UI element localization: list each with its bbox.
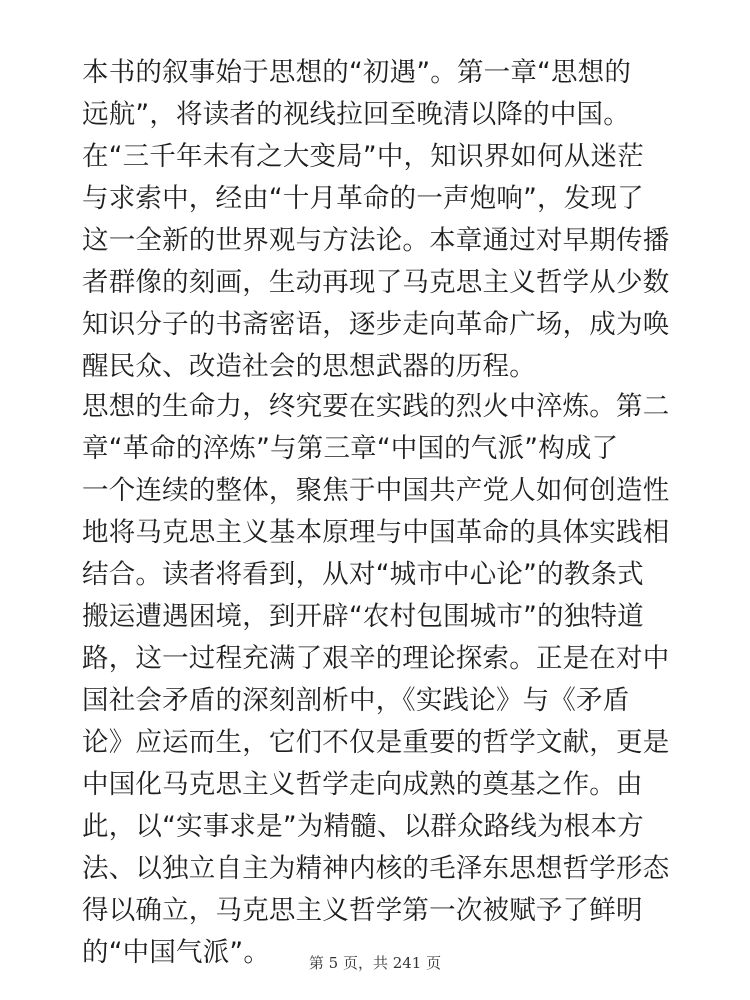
text-line: 思想的生命力，终究要在实践的烈火中淬炼。第二: [82, 391, 670, 422]
text-line: 路，这一过程充满了艰辛的理论探索。正是在对中: [82, 643, 670, 674]
text-line: 与求索中，经由“十月革命的一声炮响”，发现了: [82, 183, 644, 214]
text-line: 此，以“实事求是”为精髓、以群众路线为根本方: [82, 811, 644, 842]
text-line: 这一全新的世界观与方法论。本章通过对早期传播: [82, 225, 670, 256]
text-line: 远航”，将读者的视线拉回至晚清以降的中国。: [82, 99, 630, 130]
paragraph-1: [82, 52, 672, 136]
text-line: 知识分子的书斋密语，逐步走向革命广场，成为唤: [82, 309, 670, 340]
text-line: 中国化马克思主义哲学走向成熟的奠基之作。由: [82, 769, 643, 800]
page-number-footer: 第 5 页，共 241 页: [308, 954, 442, 972]
paragraph-3: [82, 386, 672, 974]
paragraph-2: [82, 136, 672, 388]
text-line: 本书的叙事始于思想的“初遇”。第一章“思想的: [82, 57, 632, 88]
text-line: 结合。读者将看到，从对“城市中心论”的教条式: [82, 559, 644, 590]
text-line: 在“三千年未有之大变局”中，知识界如何从迷茫: [82, 141, 644, 172]
text-line: 论》应运而生，它们不仅是重要的哲学文献，更是: [82, 727, 670, 758]
text-line: 国社会矛盾的深刻剖析中，《实践论》与《矛盾: [82, 685, 630, 716]
text-line: 法、以独立自主为精神内核的毛泽东思想哲学形态: [82, 853, 670, 884]
text-line: 搬运遭遇困境，到开辟“农村包围城市”的独特道: [82, 601, 644, 632]
text-line: 一个连续的整体，聚焦于中国共产党人如何创造性: [82, 475, 670, 506]
text-line: 章“革命的淬炼”与第三章“中国的气派”构成了: [82, 433, 619, 464]
text-line: 地将马克思主义基本原理与中国革命的具体实践相: [82, 517, 670, 548]
text-line: 的“中国气派”。: [82, 937, 271, 968]
text-line: 者群像的刻画，生动再现了马克思主义哲学从少数: [82, 267, 670, 298]
text-line: 醒民众、改造社会的思想武器的历程。: [82, 351, 536, 382]
text-line: 得以确立，马克思主义哲学第一次被赋予了鲜明: [82, 895, 643, 926]
